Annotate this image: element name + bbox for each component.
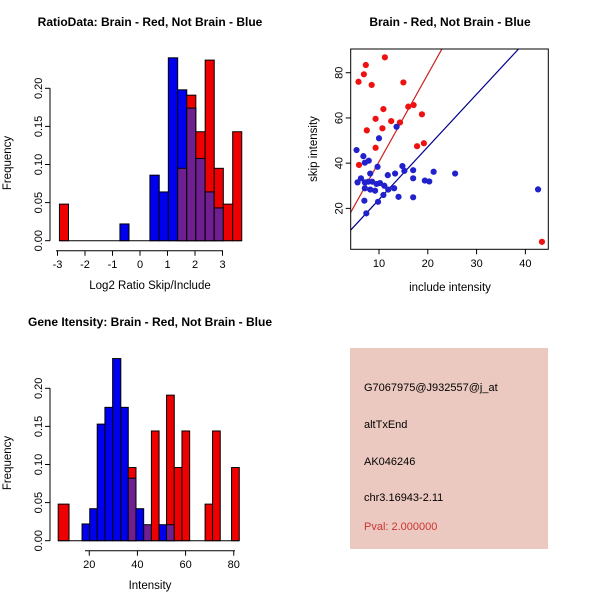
hist-bar (90, 509, 97, 541)
blue-data-point (375, 199, 381, 205)
blue-data-point (363, 210, 369, 216)
ratio-histogram-xlabel: Log2 Ratio Skip/Include (89, 280, 211, 292)
panel-gene-info (300, 300, 600, 600)
blue-data-point (410, 175, 416, 181)
x-tick-label: 20 (83, 559, 96, 571)
y-tick-label: 0.05 (33, 191, 45, 214)
y-tick-label: 0.15 (33, 415, 45, 438)
x-tick-label: -3 (52, 259, 63, 271)
hist-bar-overlap (205, 192, 214, 241)
hist-bar-overlap (178, 168, 187, 240)
blue-data-point (391, 185, 397, 191)
red-data-point (414, 143, 420, 149)
panel-ratio-histogram (0, 0, 300, 300)
hist-bar (159, 192, 168, 241)
y-tick-label: 20 (333, 202, 346, 215)
red-data-point (405, 104, 411, 110)
plot-box (351, 49, 549, 249)
y-tick-label: 0.20 (33, 377, 45, 400)
hist-bar (136, 509, 144, 541)
hist-bar (121, 407, 128, 540)
red-data-point (372, 116, 378, 122)
hist-bar (150, 175, 159, 241)
gene-histogram-ylabel: Frequency (2, 435, 14, 491)
hist-bar (223, 204, 232, 241)
gene-histogram-title: Gene Itensity: Brain - Red, Not Brain - Blue (27, 315, 273, 329)
red-data-point (539, 239, 545, 245)
gene-info-box (350, 348, 548, 549)
x-tick-label: 1 (164, 259, 171, 271)
y-tick-label: 60 (333, 111, 346, 125)
blue-data-point (353, 147, 359, 153)
blue-data-point (393, 124, 399, 130)
blue-data-point (374, 164, 380, 170)
hist-bar (151, 431, 159, 541)
hist-bar (167, 395, 175, 541)
x-tick-label: 3 (219, 259, 226, 271)
blue-data-point (452, 170, 458, 176)
y-tick-label: 0.15 (33, 115, 45, 138)
pval-text: Pval: 2.000000 (364, 521, 438, 533)
red-data-point (411, 102, 417, 108)
ratio-histogram-ylabel: Frequency (2, 135, 14, 191)
red-data-point (356, 162, 362, 168)
blue-data-point (392, 170, 398, 176)
blue-data-point (410, 194, 416, 200)
locus-text: chr3.16943-2.11 (364, 492, 444, 504)
x-tick-label: -1 (107, 259, 118, 271)
red-data-point (419, 111, 425, 117)
blue-data-point (367, 170, 373, 176)
hist-bar (159, 525, 166, 541)
blue-data-point (362, 160, 368, 166)
hist-bar (97, 424, 105, 541)
hist-bar-overlap (196, 158, 205, 240)
blue-data-point (360, 153, 366, 159)
hist-bar (205, 504, 212, 541)
blue-data-point (395, 194, 401, 200)
red-data-point (400, 79, 406, 85)
x-tick-label: 2 (191, 259, 199, 271)
blue-data-point (385, 187, 391, 193)
blue-data-point (372, 188, 378, 194)
blue-data-point (376, 135, 382, 141)
hist-bar (113, 359, 121, 541)
red-data-point (382, 54, 388, 60)
x-tick-label: 30 (470, 258, 483, 270)
blue-data-point (401, 168, 407, 174)
red-data-point (355, 79, 361, 85)
hist-bar (82, 524, 90, 541)
red-data-point (363, 62, 369, 68)
red-data-point (372, 145, 378, 151)
hist-bar (144, 525, 152, 541)
blue-data-point (354, 179, 360, 185)
x-tick-label: 20 (421, 258, 434, 270)
y-tick-label: 0.20 (33, 77, 45, 100)
red-data-point (388, 118, 394, 124)
blue-data-point (361, 198, 367, 204)
red-data-point (379, 125, 385, 131)
y-tick-label: 80 (333, 66, 346, 79)
red-data-point (380, 106, 386, 112)
hist-bar (182, 431, 190, 541)
hist-bar-overlap (214, 208, 223, 241)
x-tick-label: 80 (227, 559, 240, 571)
red-data-point (361, 71, 367, 77)
y-tick-label: 0.00 (33, 529, 45, 552)
x-tick-label: 0 (136, 259, 144, 271)
event-type-text: altTxEnd (364, 419, 408, 431)
blue-data-point (426, 178, 432, 184)
ratio-histogram-plot (0, 0, 300, 300)
panel-gene-intensity-histogram (0, 300, 300, 600)
ratio-histogram-title: RatioData: Brain - Red, Not Brain - Blue (37, 15, 263, 29)
y-tick-label: 0.10 (33, 453, 45, 476)
blue-data-point (380, 192, 386, 198)
blue-data-point (362, 185, 368, 191)
probe-id-text: G7067975@J932557@j_at (364, 382, 498, 394)
scatter-ylabel: skip intensity (308, 116, 320, 182)
x-tick-label: 60 (179, 559, 192, 571)
scatter-title: Brain - Red, Not Brain - Blue (369, 15, 531, 29)
hist-bar (59, 204, 68, 241)
gene-intensity-histogram-plot (0, 300, 300, 600)
blue-data-point (410, 167, 416, 173)
red-data-point (364, 127, 370, 133)
hist-bar (233, 132, 242, 241)
red-data-point (369, 82, 375, 88)
intensity-scatter-plot (300, 0, 600, 300)
x-tick-label: -2 (80, 259, 90, 271)
blue-data-point (431, 169, 437, 175)
hist-bar (58, 504, 69, 541)
scatter-xlabel: include intensity (409, 282, 491, 294)
y-tick-label: 40 (333, 157, 346, 170)
red-data-point (421, 140, 427, 146)
y-tick-label: 0.05 (33, 491, 45, 514)
x-tick-label: 40 (131, 559, 144, 571)
hist-bar (174, 468, 182, 541)
hist-bar-overlap (167, 525, 175, 541)
y-tick-label: 0.00 (33, 229, 45, 252)
y-tick-label: 0.10 (33, 153, 45, 176)
gene-histogram-xlabel: Intensity (128, 580, 172, 592)
blue-data-point (535, 186, 541, 192)
hist-bar (232, 468, 240, 541)
hist-bar (120, 224, 129, 241)
x-tick-label: 10 (372, 258, 386, 270)
panel-intensity-scatter (300, 0, 600, 300)
hist-bar (168, 58, 177, 241)
hist-bar (105, 407, 113, 540)
x-tick-label: 40 (519, 258, 532, 270)
hist-bar (213, 431, 221, 541)
accession-text: AK046246 (364, 456, 416, 468)
blue-data-point (385, 172, 391, 178)
hist-bar-overlap (187, 108, 196, 241)
hist-bar-overlap (128, 478, 136, 540)
